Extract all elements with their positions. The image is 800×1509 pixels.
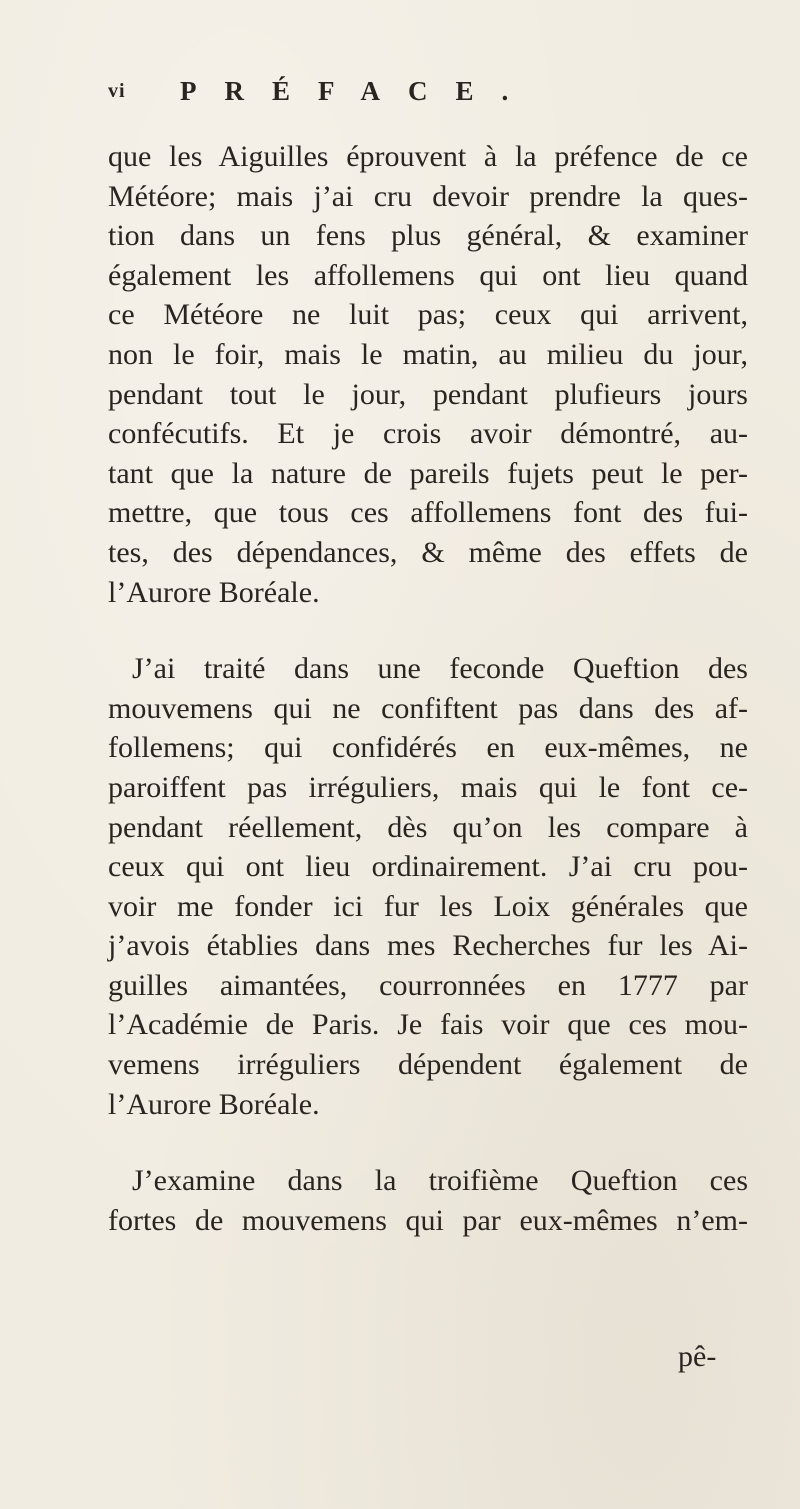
text-line: confécutifs. Et je crois avoir démontré, au- bbox=[108, 417, 748, 451]
body-text bbox=[108, 137, 748, 1240]
text-line: pendant tout le jour, pendant plufieurs jours bbox=[108, 377, 748, 411]
paragraph-2 bbox=[108, 649, 748, 1124]
text-line: J’ai traité dans une feconde Queftion des bbox=[132, 652, 748, 686]
text-line: mouvemens qui ne confiftent pas dans des af- bbox=[108, 691, 748, 725]
text-line: l’Académie de Paris. Je fais voir que ces mou- bbox=[108, 1008, 748, 1042]
text-line: voir me fonder ici fur les Loix générales que bbox=[108, 889, 748, 923]
text-line: follemens; qui confidérés en eux-mêmes, ne bbox=[108, 731, 748, 765]
text-line: j’avois établies dans mes Recherches fur les Ai- bbox=[108, 929, 748, 963]
paragraph-spacer bbox=[108, 1124, 748, 1161]
text-line: ceux qui ont lieu ordinairement. J’ai cru pou- bbox=[108, 850, 748, 884]
paragraph-3 bbox=[108, 1161, 748, 1240]
text-line: guilles aimantées, courronnées en 1777 par bbox=[108, 968, 748, 1002]
text-line: non le foir, mais le matin, au milieu du jour, bbox=[108, 337, 748, 371]
page-header bbox=[108, 76, 708, 120]
text-line: ce Météore ne luit pas; ceux qui arrivent, bbox=[108, 298, 748, 332]
text-line: vemens irréguliers dépendent également de bbox=[108, 1048, 748, 1082]
text-line: J’examine dans la troifième Queftion ces bbox=[132, 1164, 748, 1198]
text-line: que les Aiguilles éprouvent à la préfence de ce bbox=[108, 140, 748, 173]
catchword: pê- bbox=[678, 1340, 717, 1373]
text-line: tion dans un fens plus général, & examiner bbox=[108, 219, 748, 253]
text-line: l’Aurore Boréale. bbox=[108, 1087, 320, 1121]
text-line: fortes de mouvemens qui par eux-mêmes n’em- bbox=[108, 1203, 748, 1237]
text-line: tant que la nature de pareils fujets peut le per- bbox=[108, 456, 748, 490]
text-line: pendant réellement, dès qu’on les compare à bbox=[108, 810, 748, 844]
text-line: l’Aurore Boréale. bbox=[108, 575, 320, 609]
text-line: mettre, que tous ces affollemens font des fui- bbox=[108, 496, 748, 530]
text-line: tes, des dépendances, & même des effets de bbox=[108, 535, 748, 569]
text-line: Météore; mais j’ai cru devoir prendre la ques- bbox=[108, 179, 748, 213]
paragraph-spacer bbox=[108, 612, 748, 649]
running-title: PRÉFACE. bbox=[180, 76, 537, 106]
text-line: paroiffent pas irréguliers, mais qui le font ce- bbox=[108, 770, 748, 804]
paragraph-1 bbox=[108, 137, 748, 612]
text-line: également les affollemens qui ont lieu quand bbox=[108, 258, 748, 292]
page-number: vi bbox=[108, 80, 126, 102]
